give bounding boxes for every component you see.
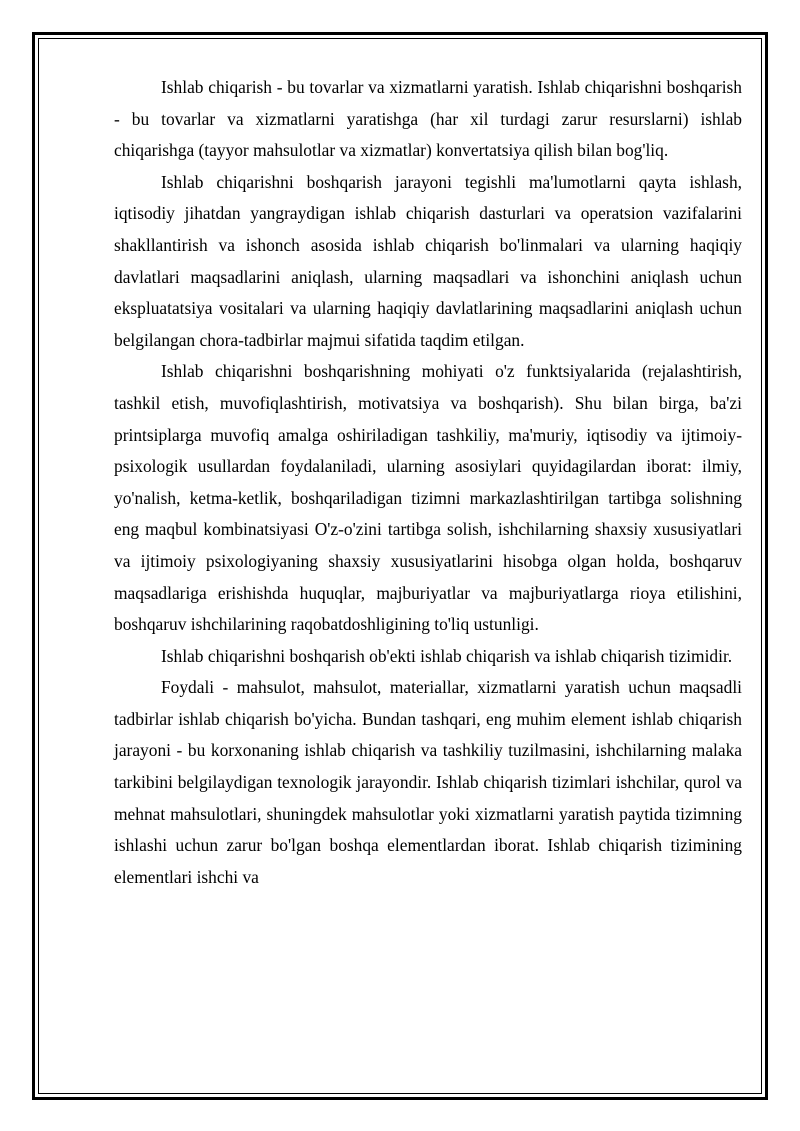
paragraph-1: Ishlab chiqarish - bu tovarlar va xizmatlarni yaratish. Ishlab chiqarishni boshqarish - bu tovarlar va xizmatlarni yaratishga (har xil turdagi zarur resurslarni) ishlab chiqarishga (tayyor mahsulotlar va xizmatlar) konvertatsiya qilish bilan bog'liq.	[114, 77, 742, 161]
paragraph-5: Foydali - mahsulot, mahsulot, materiallar, xizmatlarni yaratish uchun maqsadli tadbirlar ishlab chiqarish bo'yicha. Bundan tashqari, eng muhim element ishlab chiqarish jarayoni - bu korxonaning ishlab chiqarish va tashkiliy tuzilmasini, ishchilarning malaka tarkibini belgilaydigan texnologik jarayondir. Ishlab chiqarish tizimlari ishchilar, qurol va mehnat mahsulotlari, shuningdek mahsulotlar yoki xizmatlarni yaratish paytida tizimning ishlashi uchun zarur bo'lgan boshqa elementlardan iborat. Ishlab chiqarish tizimining elementlari ishchi va	[114, 677, 742, 887]
document-body	[114, 72, 742, 893]
paragraph-3: Ishlab chiqarishni boshqarishning mohiyati o'z funktsiyalarida (rejalashtirish, tashkil etish, muvofiqlashtirish, motivatsiya va boshqarish). Shu bilan birga, ba'zi printsiplarga muvofiq amalga oshiriladigan tashkiliy, ma'muriy, iqtisodiy va ijtimoiy-psixologik usullardan foydalaniladi, ularning asosiylari quyidagilardan iborat: ilmiy, yo'nalish, ketma-ketlik, boshqariladigan tizimni markazlashtirilgan tartibga solishning eng maqbul kombinatsiyasi O'z-o'zini tartibga solish, ishchilarning shaxsiy xususiyatlari va ijtimoiy psixologiyaning shaxsiy xususiyatlarini hisobga olgan holda, boshqaruv maqsadlariga erishishda huquqlar, majburiyatlar va majburiyatlarga rioya etilishini, boshqaruv ishchilarining raqobatdoshligining to'liq ustunligi.	[114, 361, 742, 635]
paragraph-4: Ishlab chiqarishni boshqarish ob'ekti ishlab chiqarish va ishlab chiqarish tizimidir.	[161, 645, 733, 666]
paragraph-2: Ishlab chiqarishni boshqarish jarayoni tegishli ma'lumotlarni qayta ishlash, iqtisodiy jihatdan yangraydigan ishlab chiqarish dasturlari va operatsion vazifalarini shakllantirish va ishonch asosida ishlab chiqarish bo'linmalari va ularning haqiqiy davlatlari maqsadlarini aniqlash, ularning maqsadlari va ishonchini aniqlash uchun ekspluatatsiya vositalari va ularning haqiqiy davlatlarining maqsadlarini aniqlash uchun belgilangan chora-tadbirlar majmui sifatida taqdim etilgan.	[114, 171, 742, 350]
